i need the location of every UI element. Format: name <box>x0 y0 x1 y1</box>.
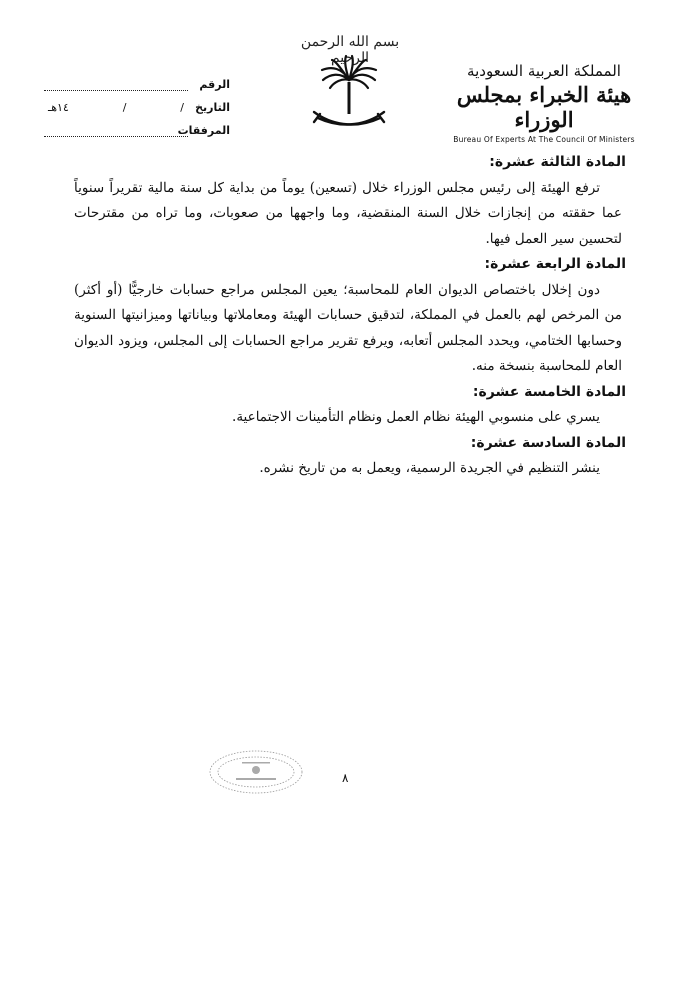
article-16-text: ينشر التنظيم في الجريدة الرسمية، ويعمل به من تاريخ نشره. <box>259 460 600 476</box>
org-country-name: المملكة العربية السعودية <box>467 62 621 80</box>
attachments-row <box>40 114 230 137</box>
article-16-heading: المادة السادسة عشرة: <box>470 434 626 451</box>
article-13-heading: المادة الثالثة عشرة: <box>489 154 626 170</box>
date-row <box>40 91 230 114</box>
attachments-line <box>44 124 188 137</box>
page-number: ٨ <box>342 771 349 785</box>
document-body <box>74 150 626 482</box>
article-13-text: ترفع الهيئة إلى رئيس مجلس الوزراء خلال (تسعين) يوماً من بداية كل سنة مالية تقريراً سنوياً عما حققته من إنجازات خلال السنة المنقضية، وما واجهها من صعوبات، وما تراه من مقترحات لتحسين سير العمل فيها. <box>74 179 622 247</box>
org-bureau-name: هيئة الخبراء بمجلس الوزراء <box>456 82 632 132</box>
ref-label: الرقم <box>199 78 230 91</box>
article-15-heading: المادة الخامسة عشرة: <box>472 383 626 400</box>
organization-header <box>444 62 644 144</box>
basmala: بسم الله الرحمن الرحيم <box>300 34 400 66</box>
org-english-name: Bureau Of Experts At The Council Of Ministers <box>453 135 635 144</box>
palm-and-swords-emblem-icon <box>308 52 390 136</box>
date-value <box>40 101 188 114</box>
official-seal-stamp-icon <box>206 748 306 796</box>
article-15-text: يسري على منسوبي الهيئة نظام العمل ونظام التأمينات الاجتماعية. <box>232 409 600 425</box>
ref-row <box>40 68 230 91</box>
date-year-suffix: ١٤هـ <box>48 101 69 114</box>
article-14-text: دون إخلال باختصاص الديوان العام للمحاسبة؛ يعين المجلس مراجع حسابات خارجيًّا (أو أكثر) من المرخص لهم بالعمل في المملكة، لتدقيق حسابات الهيئة ومعاملاتها وبياناتها وميزانيتها السنوية وحسابها الختامي، ويحدد المجلس أتعابه، ويرفع تقرير مراجع الحسابات إلى المجلس، ويزود الديوان العام للمحاسبة بنسخة منه. <box>74 281 622 374</box>
reference-block <box>40 68 230 137</box>
date-sep-1: / <box>180 101 184 114</box>
ref-line <box>44 78 188 91</box>
date-label: التاريخ <box>195 101 230 114</box>
date-sep-2: / <box>122 101 127 114</box>
article-14-heading: المادة الرابعة عشرة: <box>484 256 626 272</box>
attachments-label: المرفقات <box>177 124 230 137</box>
